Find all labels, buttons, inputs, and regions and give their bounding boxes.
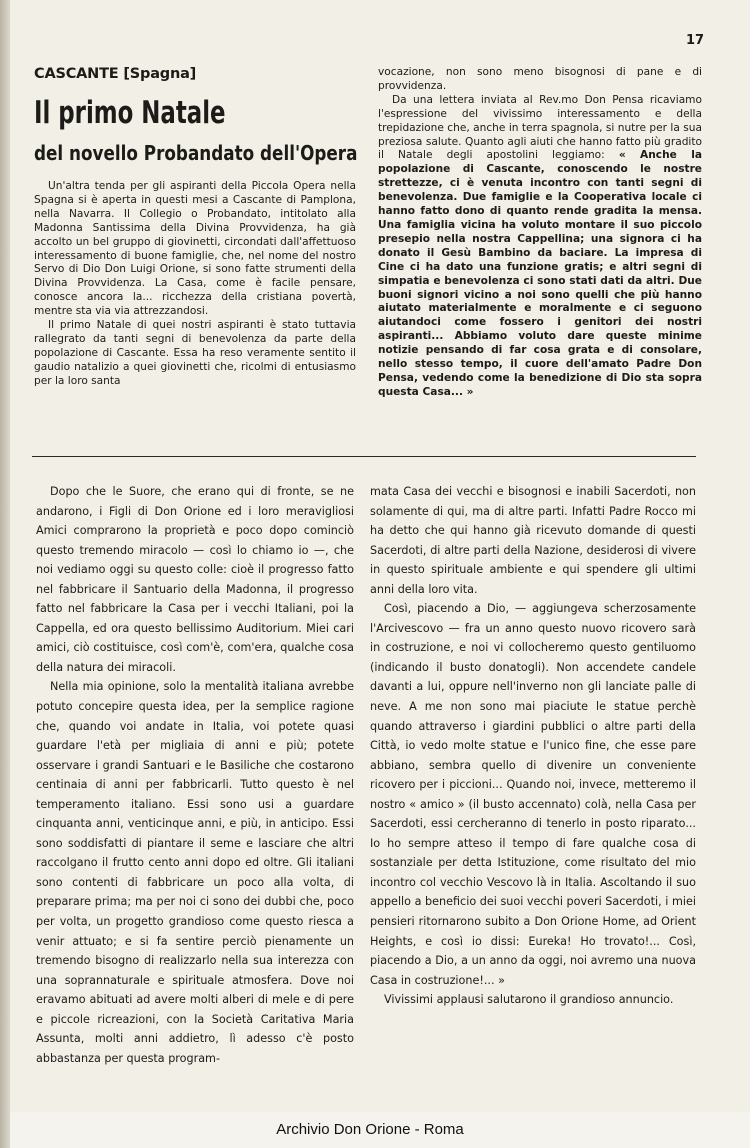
article-paragraph-letter <box>378 94 702 400</box>
speech-paragraph: Nella mia opinione, solo la mentalità italiana avrebbe potuto concepire questa idea, per la semplice ragione che, quando voi andate in Italia, voi potete quasi guardare l'età per migliaia di anni e più; potete osservare i grandi Santuari e le Basiliche che costarono centinaia di anni per fabbricarli. Tutto questo è nel temperamento italiano. Essi sono usi a guardare cinquanta anni, venticinque anni, e più, in anticipo. Essi sono soddisfatti di piantare il seme e lasciare che altri raccolgano il frutto cento anni dopo ed oltre. Gli italiani sono contenti di fabbricare un poco alla volta, di preparare prima; ma per noi ci sono dei dubbi che, poco per volta, un progetto grandioso come questo riesca a venir attuato; e si fa sentire perciò pienamente un tremendo bisogno di realizzarlo nella sua interezza con una soprannaturale e spirituale atmosfera. Dove noi eravamo abituati ad avere molti alberi di mele e di pere e piccole ricreazioni, con la Società Caritativa Maria Assunta, molti anni addietro, lì adesso c'è posto abbastanza per questa program- <box>36 680 354 1065</box>
speech-paragraph: mata Casa dei vecchi e bisognosi e inabili Sacerdoti, non solamente di qui, ma di altre parti. Infatti Padre Rocco mi ha detto che qui hanno già ricevuto domande di questi Sacerdoti, di altre parti della Nazione, desiderosi di vivere in questo spirituale ambiente e qui spendere gli ultimi anni della loro vita. <box>370 485 696 596</box>
speech-right-column <box>370 482 696 1010</box>
page-spine-shadow <box>0 0 10 1148</box>
article-subtitle: del novello Probandato dell'Opera <box>34 141 358 165</box>
letter-quote: « Anche la popolazione di Cascante, conoscendo le nostre strettezze, ci è venuta incontro con tanti segni di benevolenza. Due famiglie e la Cooperativa locale ci hanno fatto dono di quanto rende gradita la mensa. Una famiglia vicina ha voluto montare il suo piccolo presepio nella nostra Cappellina; una signora ci ha donato il Gesù Bambino da baciare. La impresa di Cine ci ha dato una funzione gratis; e altri segni di simpatia e benevolenza ci sono stati dati da altri. Due buoni signori vicino a noi sono quelli che più hanno aiutato materialmente e moralmente e ci seguono aiutandoci come fossero i genitori dei nostri aspiranti... Abbiamo voluto dare queste minime notizie pensando di far cosa grata e di consolare, nello stesso tempo, il cuore dell'amato Padre Don Pensa, vedendo come la benedizione di Dio sta sopra questa Casa... » <box>378 149 702 398</box>
magazine-page <box>10 0 750 1148</box>
archive-footer: Archivio Don Orione - Roma <box>276 1121 464 1138</box>
speech-paragraph: Vivissimi applausi salutarono il grandioso annuncio. <box>384 993 674 1007</box>
speech-paragraph: Così, piacendo a Dio, — aggiungeva scherzosamente l'Arcivescovo — fra un anno questo nuovo ricovero sarà in costruzione, e noi vi collocheremo questo gentiluomo (indicando il busto donatogli). Non accendete candele davanti a lui, oppure nell'inverno non gli lanciate palle di neve. A me non sono mai piaciute le statue perchè quando attraverso i giardini pubblici o altre parti della Città, io vedo molte statue e l'unico fine, che esse pare abbiano, sembra quello di divenire un conveniente ricovero per i piccioni... Quando noi, invece, metteremo il nostro « amico » (il busto accennato) colà, nella Casa per Sacerdoti, essi cercheranno di tenerlo in posto riparato... Io ho sempre atteso il tempo di fare qualche cosa di sostanziale per detta Istituzione, come risultato del mio incontro col vecchio Vescovo là in Italia. Ascoltando il suo appello a beneficio dei suoi vecchi poveri Sacerdoti, i miei pensieri ritornarono subito a Don Orione Home, ad Orient Heights, e così io dissi: Eureka! Ho trovato!... Così, piacendo a Dio, a un anno da oggi, noi avremo una nuova Casa in costruzione!... » <box>370 602 696 987</box>
page-number: 17 <box>686 33 705 48</box>
article-left-column <box>34 66 356 389</box>
section-divider <box>32 456 696 457</box>
article-paragraph: vocazione, non sono meno bisognosi di pane e di provvidenza. <box>378 66 702 92</box>
article-right-column <box>378 66 702 400</box>
article-title: Il primo Natale <box>34 95 226 131</box>
speech-left-column <box>36 482 354 1068</box>
article-paragraph: Il primo Natale di quei nostri aspiranti è stato tuttavia rallegrato da tanti segni di benevolenza da parte della popolazione di Cascante. Essa ha reso veramente sentito il gaudio natalizio a quei giovinetti che, ricolmi di entusiasmo per la loro santa <box>34 319 356 387</box>
speech-paragraph: Dopo che le Suore, che erano qui di fronte, se ne andarono, i Figli di Don Orione ed i loro meravigliosi Amici comprarono la proprietà e poco dopo cominciò questo tremendo miracolo — così lo chiamo io —, che noi vediamo oggi su questo colle: cioè il progresso fatto nel fabbricare il Santuario della Madonna, il progresso fatto nel fabbricare la Casa per i vecchi Italiani, poi la Cappella, ed ora questo bellissimo Auditorium. Miei cari amici, ciò costituisce, così com'è, com'era, qualche cosa della natura dei miracoli. <box>36 485 354 674</box>
article-location: CASCANTE [Spagna] <box>34 66 197 82</box>
letter-intro: Da una lettera inviata al Rev.mo Don Pensa ricaviamo l'espressione del vivissimo interessamento e della trepidazione che, anche in terra spagnola, si nutre per la sua preziosa salute. Quanto agli aiuti che hanno fatto più gradito il Natale degli apostolini leggiamo: <box>378 93 702 162</box>
article-paragraph: Un'altra tenda per gli aspiranti della Piccola Opera nella Spagna si è aperta in questi mesi a Cascante di Pamplona, nella Navarra. Il Collegio o Probandato, intitolato alla Madonna Santissima della Divina Provvidenza, ha già accolto un bel gruppo di giovinetti, circondati dall'affettuoso interessamento di buone famiglie, che, nel nome del nostro Servo di Dio Don Luigi Orione, si sono fatte strumenti della Divina Provvidenza. La Casa, come è facile pensare, conosce ancora la... ricchezza della cristiana povertà, mentre sta via via attrezzandosi. <box>34 180 356 318</box>
